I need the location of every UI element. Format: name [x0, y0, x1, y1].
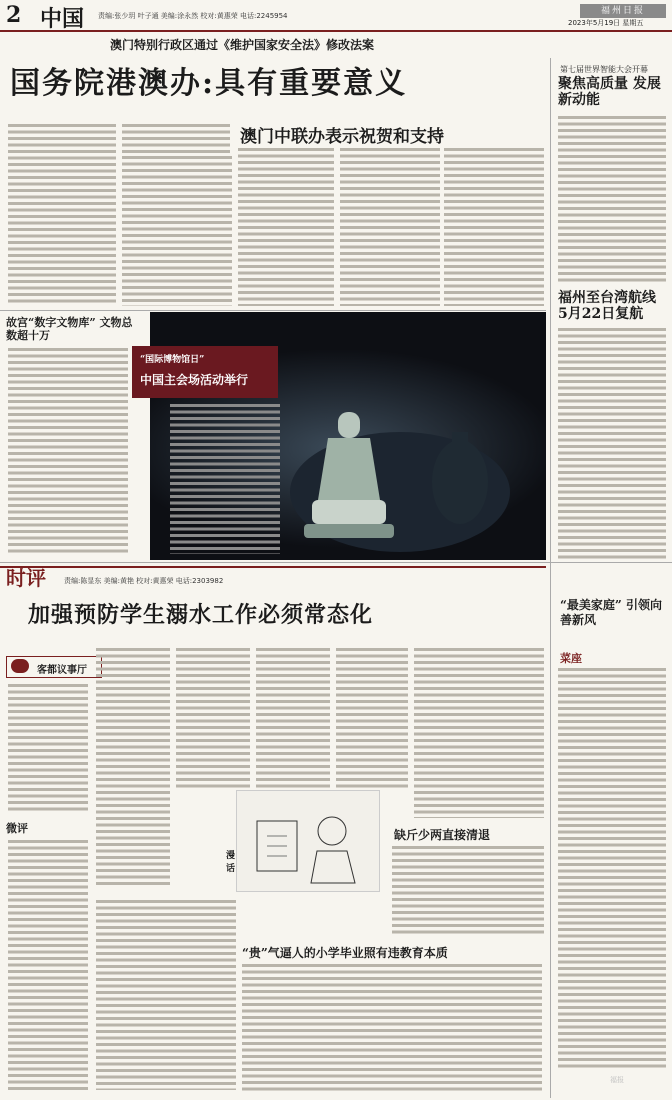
divider-commentary-top — [0, 562, 672, 563]
best-family-headline: “最美家庭” 引领向善新风 — [560, 598, 662, 627]
subhead-1-body — [392, 846, 544, 936]
column-name: 客都议事厅 — [37, 665, 87, 676]
commentary-col-1 — [8, 684, 88, 814]
right-body-1 — [558, 116, 666, 282]
cartoon — [236, 790, 380, 892]
editor-credits: 责编:张少玥 叶子通 美编:涂永然 校对:黄惠荣 电话:2245954 — [98, 12, 288, 20]
cartoon-drawing — [237, 791, 379, 891]
photo-left-story — [6, 316, 142, 342]
weiping-label: 微评 — [6, 822, 28, 835]
column-badge — [6, 656, 102, 678]
commentary-subhead-2: “贵”气逼人的小学毕业照有违教育本质 — [242, 946, 448, 960]
cai-label: 菜座 — [560, 652, 582, 665]
right-column-divider — [550, 58, 551, 1098]
photo-left-body — [8, 348, 128, 556]
section-title: 中国 — [40, 6, 85, 32]
lead-body-col-2 — [122, 124, 230, 154]
museum-box-line-2: 中国主会场活动举行 — [140, 373, 249, 387]
right-kicker: 第七届世界智能大会开幕 — [560, 65, 648, 74]
manhua-label: 漫话 — [226, 851, 236, 874]
commentary-col-4 — [256, 648, 330, 788]
paper-logo: 福州日报 — [580, 4, 666, 18]
commentary-col-2 — [96, 648, 170, 888]
lead-kicker: 澳门特别行政区通过《维护国家安全法》修改法案 — [110, 38, 375, 52]
lead-headline: 国务院港澳办:具有重要意义 — [10, 66, 408, 101]
commentary-editors: 责编:陈显东 美编:黄艳 校对:黄惠荣 电话:2303982 — [64, 577, 224, 585]
right-body-2 — [558, 328, 666, 560]
museum-day-box — [132, 346, 278, 398]
photo-left-headline: 故宫“数字文物库” 文物总数超十万 — [6, 316, 133, 342]
best-family-body — [558, 668, 666, 1068]
column-badge-icon — [11, 659, 29, 673]
right-headline-2: 福州至台湾航线 5月22日复航 — [558, 290, 656, 322]
lead-body-col-3 — [122, 156, 232, 306]
commentary-lower-left — [96, 900, 236, 1090]
commentary-col-5 — [336, 648, 408, 788]
commentary-section-title: 时评 — [6, 566, 46, 590]
right-headline: 聚焦高质量 发展新动能 — [558, 76, 661, 108]
lead-body-col-1 — [8, 124, 116, 304]
lead-subhead: 澳门中联办表示祝贺和支持 — [240, 127, 444, 147]
commentary-subhead-1: 缺斤少两直接清退 — [394, 828, 491, 842]
issue-date: 2023年5月19日 星期五 — [568, 19, 644, 27]
watermark: 福报 — [610, 1076, 624, 1084]
weiping-body — [8, 840, 88, 1092]
commentary-headline: 加强预防学生溺水工作必须常态化 — [28, 602, 374, 628]
museum-box-line-1: “国际博物馆日” — [140, 355, 205, 365]
subhead-2-body — [242, 964, 542, 1092]
museum-caption — [170, 404, 280, 554]
lead-body-col-4 — [238, 148, 334, 306]
commentary-col-6 — [414, 648, 544, 818]
page-number: 2 — [6, 2, 22, 28]
lead-body-col-6 — [444, 148, 544, 306]
commentary-col-3 — [176, 648, 250, 788]
divider-photo-top — [0, 310, 546, 311]
lead-body-col-5 — [340, 148, 440, 306]
